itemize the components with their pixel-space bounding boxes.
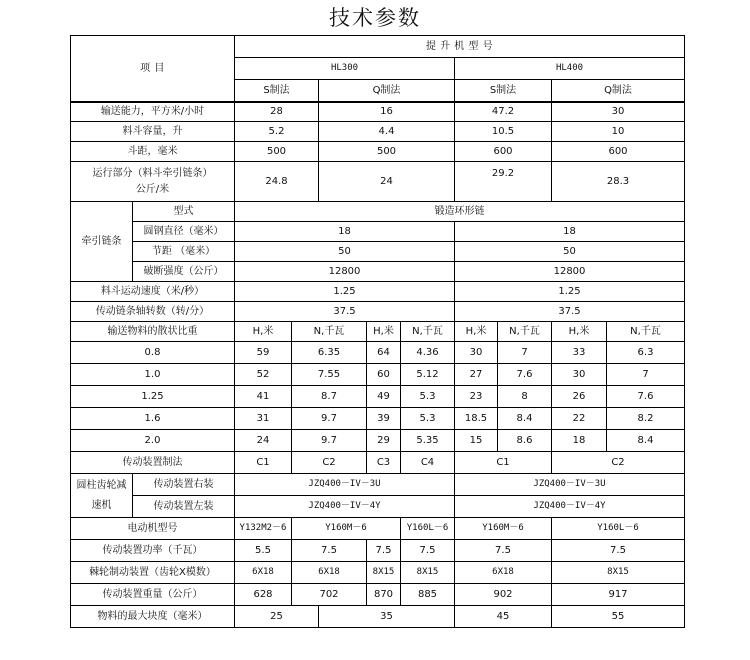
density-cell: 30 xyxy=(455,342,498,364)
speed-value: 1.25 xyxy=(235,282,455,302)
density-cell: 30 xyxy=(552,364,607,386)
motor-value: Y160L－6 xyxy=(552,518,685,540)
drive-method-value: C2 xyxy=(292,452,367,474)
motor-value: Y132M2－6 xyxy=(235,518,292,540)
density-cell: 8.2 xyxy=(607,408,685,430)
capacity-value: 47.2 xyxy=(455,102,552,122)
chain-pitch-value: 50 xyxy=(235,242,455,262)
power-value: 7.5 xyxy=(455,540,552,562)
max-block-value: 45 xyxy=(455,606,552,628)
density-subheader: N,千瓦 xyxy=(292,322,367,342)
density-cell: 8.4 xyxy=(607,430,685,452)
running-part-value: 29.2 xyxy=(455,162,552,202)
chain-breaking-label: 破断强度（公斤） xyxy=(133,262,235,282)
reducer-right-label: 传动装置右装 xyxy=(133,474,235,496)
ratchet-value: 6X18 xyxy=(235,562,292,584)
density-cell: 60 xyxy=(367,364,401,386)
capacity-value: 28 xyxy=(235,102,319,122)
weight-value: 885 xyxy=(401,584,455,606)
density-cell: 5.35 xyxy=(401,430,455,452)
drive-method-value: C1 xyxy=(455,452,552,474)
power-value: 7.5 xyxy=(401,540,455,562)
drive-method-value: C3 xyxy=(367,452,401,474)
motor-label: 电动机型号 xyxy=(71,518,235,540)
density-cell: 64 xyxy=(367,342,401,364)
density-label: 输送物料的散状比重 xyxy=(71,322,235,342)
chain-group-label: 牵引链条 xyxy=(71,202,133,282)
reducer-right-value: JZQ400－IV－3U xyxy=(455,474,685,496)
density-cell: 4.36 xyxy=(401,342,455,364)
model-hl300: HL300 xyxy=(235,58,455,80)
bucket-pitch-label: 斗距，毫米 xyxy=(71,142,235,162)
running-part-value: 24 xyxy=(319,162,455,202)
ratchet-value: 8X15 xyxy=(401,562,455,584)
density-cell: 26 xyxy=(552,386,607,408)
reducer-left-value: JZQ400－IV－4Y xyxy=(455,496,685,518)
power-label: 传动装置功率（千瓦） xyxy=(71,540,235,562)
density-cell: 7.6 xyxy=(607,386,685,408)
density-subheader: H,米 xyxy=(367,322,401,342)
ratchet-value: 6X18 xyxy=(455,562,552,584)
bucket-volume-value: 5.2 xyxy=(235,122,319,142)
reducer-left-label: 传动装置左装 xyxy=(133,496,235,518)
weight-value: 702 xyxy=(292,584,367,606)
model-group-header: 提 升 机 型 号 xyxy=(235,36,685,58)
running-part-label xyxy=(71,162,235,202)
density-cell: 9.7 xyxy=(292,408,367,430)
density-subheader: N,千瓦 xyxy=(607,322,685,342)
density-subheader: N,千瓦 xyxy=(401,322,455,342)
bucket-pitch-value: 600 xyxy=(455,142,552,162)
density-cell: 8.4 xyxy=(498,408,552,430)
chain-pitch-label: 节距 （毫米） xyxy=(133,242,235,262)
density-row-label: 1.0 xyxy=(71,364,235,386)
weight-label: 传动装置重量（公斤） xyxy=(71,584,235,606)
density-cell: 52 xyxy=(235,364,292,386)
max-block-value: 25 xyxy=(235,606,319,628)
capacity-label: 输送能力，平方米/小时 xyxy=(71,102,235,122)
bucket-pitch-value: 500 xyxy=(319,142,455,162)
max-block-value: 55 xyxy=(552,606,685,628)
density-cell: 6.3 xyxy=(607,342,685,364)
ratchet-value: 8X15 xyxy=(552,562,685,584)
density-row-label: 2.0 xyxy=(71,430,235,452)
rpm-value: 37.5 xyxy=(235,302,455,322)
reducer-group-label xyxy=(71,474,133,518)
density-cell: 41 xyxy=(235,386,292,408)
density-cell: 5.12 xyxy=(401,364,455,386)
model-hl400: HL400 xyxy=(455,58,685,80)
item-header: 项 目 xyxy=(71,36,235,102)
chain-type-label: 型式 xyxy=(133,202,235,222)
chain-breaking-value: 12800 xyxy=(455,262,685,282)
chain-diameter-label: 圆钢直径（毫米） xyxy=(133,222,235,242)
density-cell: 24 xyxy=(235,430,292,452)
chain-type-value: 锻造环形链 xyxy=(235,202,685,222)
bucket-volume-value: 4.4 xyxy=(319,122,455,142)
drive-method-value: C4 xyxy=(401,452,455,474)
motor-value: Y160M－6 xyxy=(292,518,401,540)
reducer-left-value: JZQ400－IV－4Y xyxy=(235,496,455,518)
bucket-pitch-value: 500 xyxy=(235,142,319,162)
speed-label: 料斗运动速度（米/秒） xyxy=(71,282,235,302)
weight-value: 628 xyxy=(235,584,292,606)
density-cell: 29 xyxy=(367,430,401,452)
density-cell: 8 xyxy=(498,386,552,408)
density-cell: 59 xyxy=(235,342,292,364)
running-part-label-line1: 运行部分（料斗牵引链条） xyxy=(92,167,213,179)
running-part-label-line2: 公斤/米 xyxy=(135,183,170,195)
density-cell: 23 xyxy=(455,386,498,408)
density-cell: 22 xyxy=(552,408,607,430)
density-cell: 33 xyxy=(552,342,607,364)
ratchet-value: 6X18 xyxy=(292,562,367,584)
power-value: 7.5 xyxy=(292,540,367,562)
density-row-label: 1.6 xyxy=(71,408,235,430)
weight-value: 917 xyxy=(552,584,685,606)
capacity-value: 30 xyxy=(552,102,685,122)
drive-method-value: C2 xyxy=(552,452,685,474)
bucket-volume-value: 10.5 xyxy=(455,122,552,142)
density-cell: 18 xyxy=(552,430,607,452)
density-cell: 27 xyxy=(455,364,498,386)
chain-breaking-value: 12800 xyxy=(235,262,455,282)
reducer-label-line2: 速机 xyxy=(91,499,112,511)
capacity-value: 16 xyxy=(319,102,455,122)
density-subheader: N,千瓦 xyxy=(498,322,552,342)
method-header: Q制法 xyxy=(319,80,455,102)
density-cell: 18.5 xyxy=(455,408,498,430)
density-cell: 7.6 xyxy=(498,364,552,386)
spec-table xyxy=(70,35,685,628)
drive-method-value: C1 xyxy=(235,452,292,474)
density-cell: 31 xyxy=(235,408,292,430)
density-subheader: H,米 xyxy=(552,322,607,342)
reducer-label-line1: 圆柱齿轮减 xyxy=(76,479,127,491)
power-value: 7.5 xyxy=(552,540,685,562)
density-cell: 15 xyxy=(455,430,498,452)
density-row-label: 1.25 xyxy=(71,386,235,408)
weight-value: 902 xyxy=(455,584,552,606)
density-cell: 9.7 xyxy=(292,430,367,452)
running-part-value: 24.8 xyxy=(235,162,319,202)
chain-diameter-value: 18 xyxy=(455,222,685,242)
method-header: S制法 xyxy=(455,80,552,102)
density-cell: 7 xyxy=(498,342,552,364)
weight-value: 870 xyxy=(367,584,401,606)
density-row-label: 0.8 xyxy=(71,342,235,364)
bucket-volume-label: 料斗容量，升 xyxy=(71,122,235,142)
speed-value: 1.25 xyxy=(455,282,685,302)
bucket-volume-value: 10 xyxy=(552,122,685,142)
page-title: 技术参数 xyxy=(329,6,421,30)
density-cell: 8.7 xyxy=(292,386,367,408)
density-cell: 7 xyxy=(607,364,685,386)
method-header: Q制法 xyxy=(552,80,685,102)
max-block-label: 物料的最大块度（毫米） xyxy=(71,606,235,628)
method-header: S制法 xyxy=(235,80,319,102)
running-part-value: 28.3 xyxy=(552,162,685,202)
reducer-right-value: JZQ400－IV－3U xyxy=(235,474,455,496)
drive-method-label: 传动装置制法 xyxy=(71,452,235,474)
ratchet-value: 8X15 xyxy=(367,562,401,584)
density-cell: 6.35 xyxy=(292,342,367,364)
density-cell: 5.3 xyxy=(401,408,455,430)
rpm-label: 传动链条轴转数（转/分） xyxy=(71,302,235,322)
bucket-pitch-value: 600 xyxy=(552,142,685,162)
rpm-value: 37.5 xyxy=(455,302,685,322)
density-cell: 39 xyxy=(367,408,401,430)
motor-value: Y160M－6 xyxy=(455,518,552,540)
chain-diameter-value: 18 xyxy=(235,222,455,242)
density-cell: 5.3 xyxy=(401,386,455,408)
density-cell: 7.55 xyxy=(292,364,367,386)
power-value: 7.5 xyxy=(367,540,401,562)
density-cell: 8.6 xyxy=(498,430,552,452)
motor-value: Y160L－6 xyxy=(401,518,455,540)
power-value: 5.5 xyxy=(235,540,292,562)
density-subheader: H,米 xyxy=(455,322,498,342)
density-subheader: H,米 xyxy=(235,322,292,342)
ratchet-label: 棘轮制动装置（齿轮X模数） xyxy=(71,562,235,584)
chain-pitch-value: 50 xyxy=(455,242,685,262)
max-block-value: 35 xyxy=(319,606,455,628)
density-cell: 49 xyxy=(367,386,401,408)
